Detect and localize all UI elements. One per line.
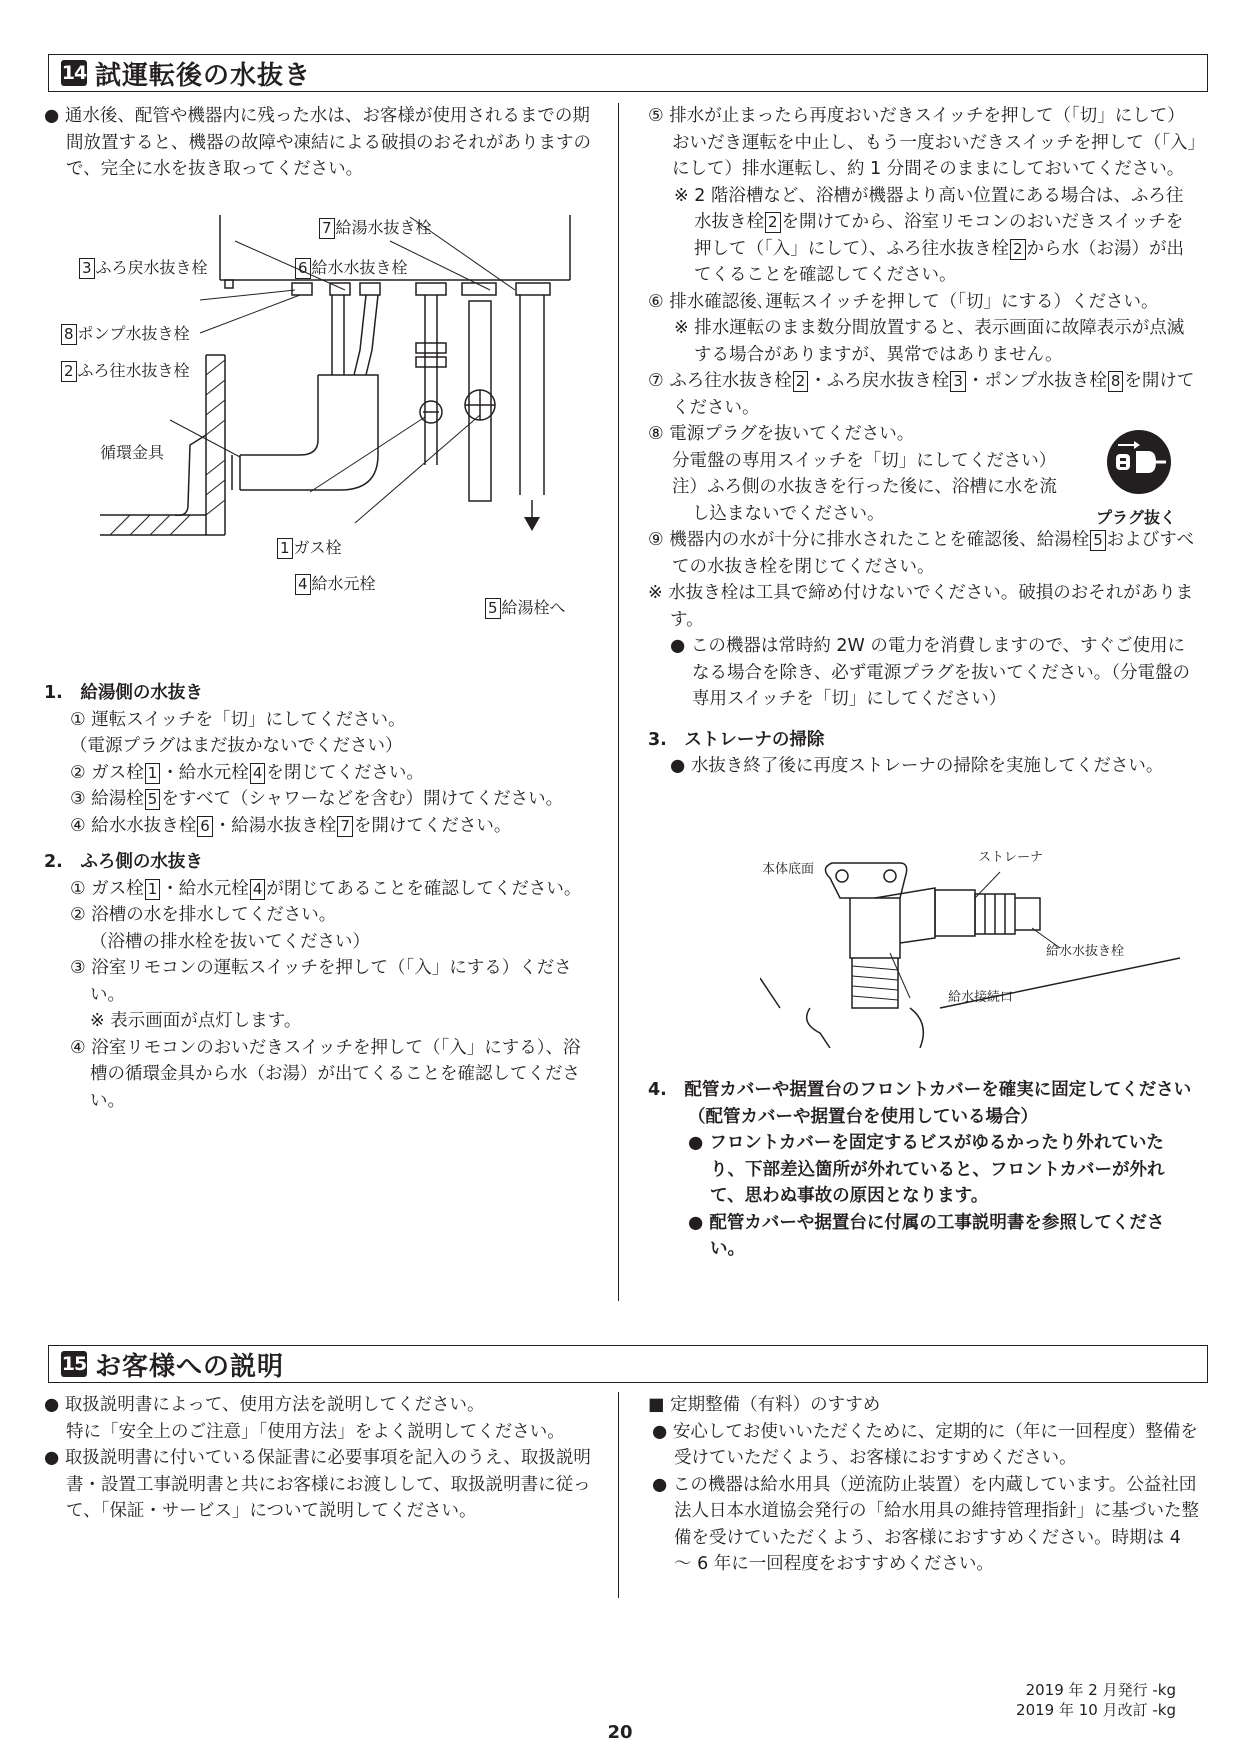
step-c6-note: ※ 排水運転のまま数分間放置すると、表示画面に故障表示が点滅する場合がありますが、異常ではありません。 [674,318,1185,365]
section-title: 試運転後の水抜き [95,60,312,91]
step-c7: ⑦ ふろ往水抜き栓 2 ・ふろ戻水抜き栓 3 ・ポンプ水抜き栓 8 を開けてください。 [648,371,1195,418]
step4-bullet-a: ● フロントカバーを固定するビスがゆるかったり外れていたり、下部差込箇所が外れていると、フロントカバーが外れて、思わぬ事故の原因となります。 [688,1133,1165,1206]
section-14-header [48,54,1208,92]
section15-left [44,1392,596,1525]
step1-a2: ② ガス栓 1 ・給水元栓 4 を閉じてください。 [70,762,424,783]
step2-heading: 2. ふろ側の水抜き [44,852,203,872]
unplug-icon [1104,427,1174,497]
s15-r2: ● この機器は給水用具（逆流防止装置）を内蔵しています。公益社団法人日本水道協会発行の「給水用具の維持管理指針」に基づいた整備を受けていただくよう、お客様におすすめください。時期は 4 ～ 6 年に一回程度をおすすめください。 [652,1474,1199,1574]
column-divider [618,103,619,1301]
step-c5-note: ※ 2 階浴槽など、浴槽が機器より高い位置にある場合は、ふろ往水抜き栓 2 を開けてから、浴室リモコンのおいだきスイッチを押して（「入」にして）、ふろ往水抜き栓 2 から水（お湯）が出てくることを確認してください。 [674,185,1185,285]
step1-a4: ④ 給水水抜き栓 6 ・給湯水抜き栓 7 を開けてください。 [70,815,512,836]
step2-b3-note: ※ 表示画面が点灯します。 [90,1011,302,1031]
s15-l1b: 特に「安全上のご注意」「使用方法」をよく説明してください。 [66,1421,565,1442]
section-title: お客様への説明 [95,1351,285,1382]
step-c8b: 分電盤の専用スイッチを「切」にしてください） [672,450,1057,471]
step4-heading: 4. 配管カバーや据置台のフロントカバーを確実に固定してください（配管カバーや据置台を使用している場合） [648,1080,1192,1127]
section-15-header [48,1345,1208,1383]
s15-l1: ● 取扱説明書によって、使用方法を説明してください。 [44,1395,485,1415]
step1-a3: ③ 給湯栓 5 をすべて（シャワーなどを含む）開けてください。 [70,789,564,809]
column-divider-15 [618,1392,619,1598]
s15-rhead: ■ 定期整備（有料）のすすめ [648,1395,881,1415]
step2-b2: ② 浴槽の水を排水してください。 [70,905,337,925]
step4-block [648,1077,1198,1263]
step3-heading: 3. ストレーナの掃除 [648,729,825,750]
label-5: 5 給湯栓へ [484,598,566,619]
step4-bullet-b: ● 配管カバーや据置台に付属の工事説明書を参照してください。 [688,1212,1165,1259]
section15-right [648,1392,1200,1578]
step2-b1: ① ガス栓 1 ・給水元栓 4 が閉じてあることを確認してください。 [70,878,582,899]
step-c8c: 注）ふろ側の水抜きを行った後に、浴槽に水を流し込まないでください。 [672,477,1057,524]
step-c9: ⑨ 機器内の水が十分に排水されたことを確認後、給湯栓 5 およびすべての水抜き栓を閉じてください。 [648,530,1194,577]
step-c5: ⑤ 排水が止まったら再度おいだきスイッチを押して（「切」にして）おいだき運転を中止し、もう一度おいだきスイッチを押して（「入」にして）排水運転し、約 1 分間そのままにしておいてください。 [648,106,1197,179]
left-steps [44,680,596,1114]
fig2-label-a: 本体底面 [762,862,815,877]
fig2-label-d: 給水接続口 [948,990,1014,1005]
step-c6: ⑥ 排水確認後､運転スイッチを押して（「切」にする）ください。 [648,291,1159,312]
footer-dates [1016,1680,1176,1720]
unplug-label: プラグ抜く [1096,508,1177,527]
step1-a1: ① 運転スイッチを「切」にしてください。 [70,709,406,730]
intro-block [44,103,594,183]
label-7: 7 給湯水抜き栓 [318,218,432,239]
step2-b4: ④ 浴室リモコンのおいだきスイッチを押して（「入」にする）、浴槽の循環金具から水（お湯）が出てくることを確認してください。 [70,1037,581,1111]
s15-r1: ● 安心してお使いいただくために、定期的に（年に一回程度）整備を受けていただくよう、お客様におすすめください。 [652,1421,1198,1468]
fig2-label-c: 給水水抜き栓 [1046,944,1125,959]
note-power: ● この機器は常時約 2W の電力を消費しますので、すぐご使用になる場合を除き、必ず電源プラグを抜いてください。（分電盤の専用スイッチを「切」にしてください） [670,636,1191,709]
step1-a1b: （電源プラグはまだ抜かないでください） [70,736,403,756]
right-steps [648,103,1198,780]
label-1: 1 ガス栓 [276,538,342,559]
label-2: 2 ふろ往水抜き栓 [60,361,190,382]
label-4: 4 給水元栓 [294,574,376,595]
label-3: 3 ふろ戻水抜き栓 [78,258,208,279]
step2-b2b: （浴槽の排水栓を抜いてください） [90,931,370,952]
fig2-label-b: ストレーナ [978,850,1044,865]
note-tools: ※ 水抜き栓は工具で締め付けないでください。破損のおそれがあります。 [648,583,1194,630]
label-junk: 循環金具 [100,443,165,462]
revision-date: 2019 年 10 月改訂 -kg [1016,1701,1176,1719]
intro-text: ● 通水後、配管や機器内に残った水は、お客様が使用されるまでの期間放置すると、機器の故障や凍結による破損のおそれがありますので、完全に水を抜き取ってください。 [44,106,591,179]
step3-text: ● 水抜き終了後に再度ストレーナの掃除を実施してください。 [670,756,1164,776]
step2-b3: ③ 浴室リモコンの運転スイッチを押して（「入」にする）ください。 [70,958,572,1005]
strainer-diagram [760,858,1200,1048]
step-c8: ⑧ 電源プラグを抜いてください。 [648,424,915,444]
section-number: 15 [61,1353,87,1375]
section-number: 14 [61,62,87,84]
step1-heading: 1. 給湯側の水抜き [44,683,203,703]
label-8: 8 ポンプ水抜き栓 [60,324,190,345]
issue-date: 2019 年 2 月発行 -kg [1025,1681,1176,1699]
label-6: 6 給水水抜き栓 [294,258,408,279]
page-number: 20 [607,1722,633,1743]
s15-l2: ● 取扱説明書に付いている保証書に必要事項を記入のうえ、取扱説明書・設置工事説明書と共にお客様にお渡しして、取扱説明書に従って、「保証・サービス」について説明してください。 [44,1448,591,1521]
